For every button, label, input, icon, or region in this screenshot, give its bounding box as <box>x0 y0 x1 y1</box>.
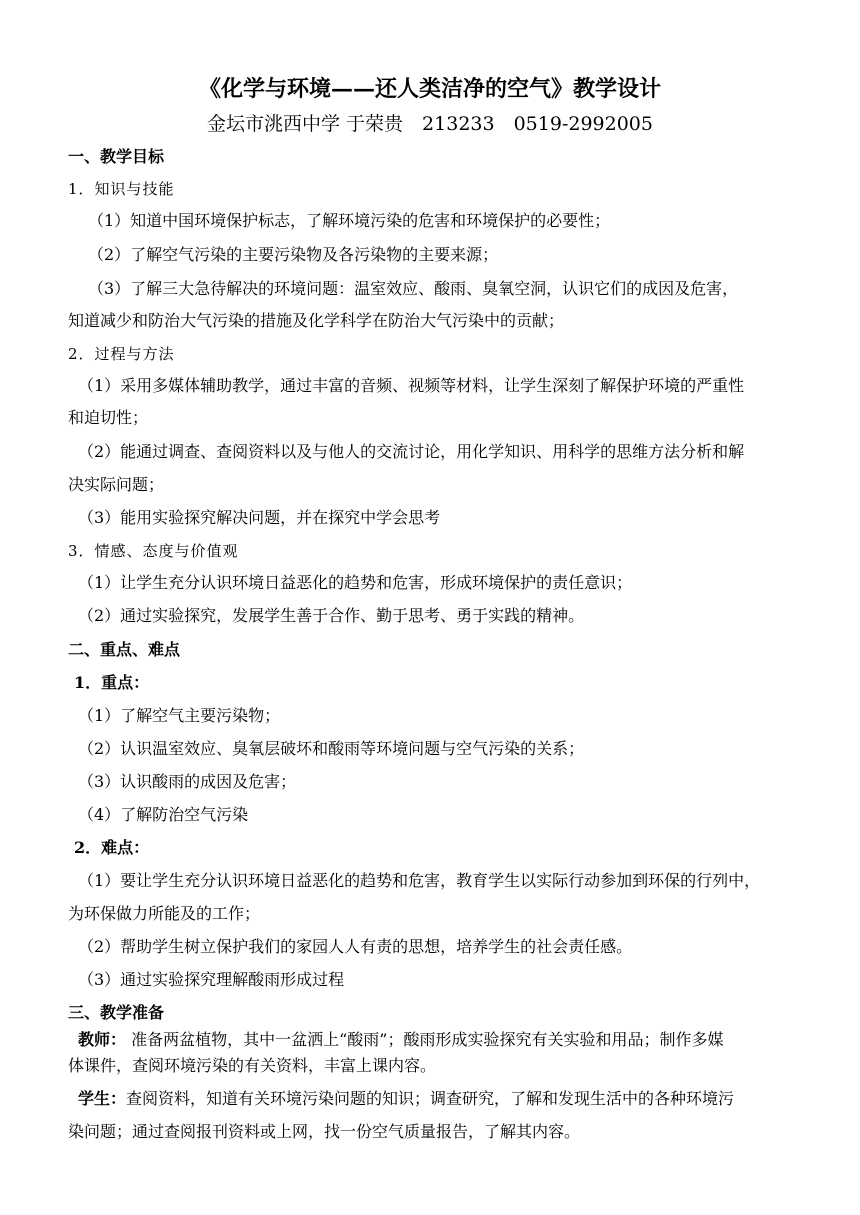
student-text: 查阅资料，知道有关环境污染问题的知识；调查研究，了解和发现生活中的各种环境污 <box>126 1089 735 1108</box>
list-item-continuation: 为环保做力所能及的工作； <box>68 904 261 923</box>
list-item: （1）了解空气主要污染物； <box>78 706 281 725</box>
list-item: （4）了解防治空气污染 <box>78 805 249 824</box>
student-text-continuation: 染问题；通过查阅报刊资料或上网，找一份空气质量报告，了解其内容。 <box>68 1122 581 1141</box>
subheading-key-points: 1．重点： <box>74 673 150 692</box>
list-item: （3）认识酸雨的成因及危害； <box>78 772 297 791</box>
list-item-continuation: 决实际问题； <box>68 475 165 494</box>
subheading-difficult-points: 2．难点： <box>74 838 150 857</box>
list-item: （3）通过实验探究理解酸雨形成过程 <box>78 970 345 989</box>
teacher-text: 准备两盆植物，其中一盆洒上“酸雨”；酸雨形成实验探究有关实验和用品；制作多媒 <box>126 1030 724 1049</box>
list-item: （2）能通过调查、查阅资料以及与他人的交流讨论，用化学知识、用科学的思维方法分析和解 <box>78 442 745 461</box>
list-item: （3）能用实验探究解决问题，并在探究中学会思考 <box>78 508 441 527</box>
list-item-continuation: 和迫切性； <box>68 408 149 427</box>
student-label: 学生： <box>78 1089 127 1108</box>
list-item: （1）采用多媒体辅助教学，通过丰富的音频、视频等材料，让学生深刻了解保护环境的严重性 <box>78 376 745 395</box>
teacher-text-continuation: 体课件，查阅环境污染的有关资料，丰富上课内容。 <box>68 1056 437 1075</box>
document-title: 《化学与环境——还人类洁净的空气》教学设计 <box>198 76 661 102</box>
list-item: （3）了解三大急待解决的环境问题：温室效应、酸雨、臭氧空洞，认识它们的成因及危害， <box>88 279 739 298</box>
subheading-process-method: 2．过程与方法 <box>68 345 175 363</box>
author-line: 金坛市洮西中学 于荣贵 213233 0519-2992005 <box>207 113 653 135</box>
section-heading-key-points: 二、重点、难点 <box>68 640 181 659</box>
teacher-label: 教师： <box>78 1030 127 1049</box>
list-item: （2）帮助学生树立保护我们的家园人人有责的思想，培养学生的社会责任感。 <box>78 937 633 956</box>
list-item-continuation: 知道减少和防治大气污染的措施及化学科学在防治大气污染中的贡献； <box>68 311 565 330</box>
student-preparation <box>0 1088 860 1110</box>
subheading-attitude-values: 3．情感、态度与价值观 <box>68 542 239 560</box>
list-item: （1）知道中国环境保护标志，了解环境污染的危害和环境保护的必要性； <box>88 211 611 230</box>
list-item: （2）认识温室效应、臭氧层破坏和酸雨等环境问题与空气污染的关系； <box>78 739 585 758</box>
section-heading-preparation: 三、教学准备 <box>68 1003 165 1022</box>
section-heading-objectives: 一、教学目标 <box>68 147 165 166</box>
subheading-knowledge-skills: 1．知识与技能 <box>68 180 175 198</box>
list-item: （1）要让学生充分认识环境日益恶化的趋势和危害，教育学生以实际行动参加到环保的行列中， <box>78 871 761 890</box>
list-item: （2）了解空气污染的主要污染物及各污染物的主要来源； <box>88 245 499 264</box>
list-item: （1）让学生充分认识环境日益恶化的趋势和危害，形成环境保护的责任意识； <box>78 573 633 592</box>
teacher-preparation <box>0 1029 860 1051</box>
list-item: （2）通过实验探究，发展学生善于合作、勤于思考、勇于实践的精神。 <box>78 606 585 625</box>
